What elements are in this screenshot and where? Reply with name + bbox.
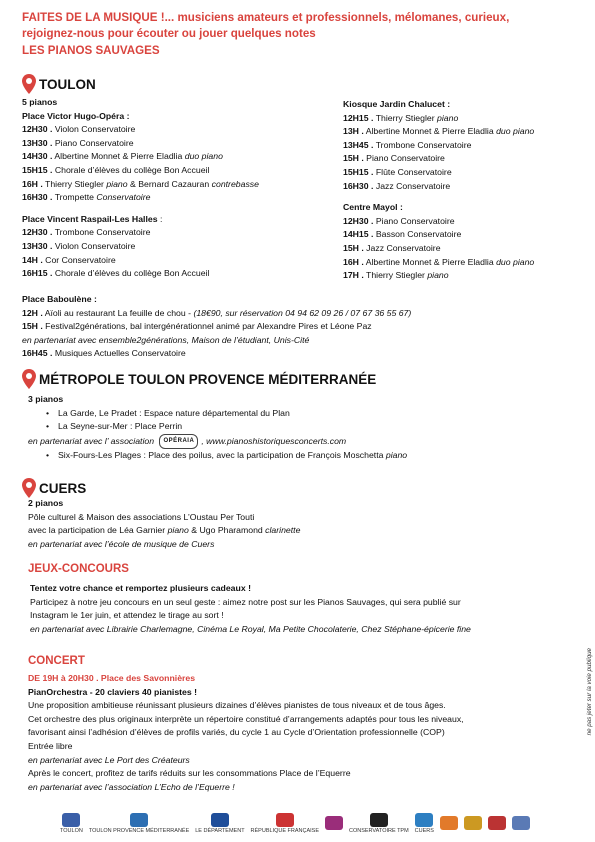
schedule-desc: Jazz Conservatoire <box>363 242 441 253</box>
schedule-row <box>343 228 583 242</box>
logo-mark-icon <box>325 816 343 830</box>
logo-mark-icon <box>370 813 388 827</box>
cuers-title: CUERS <box>39 480 87 496</box>
schedule-detail: duo piano <box>496 126 535 137</box>
cuers-count: 2 pianos <box>28 498 64 508</box>
schedule-desc: Trombone Conservatoire <box>373 139 472 150</box>
schedule-row <box>343 139 583 153</box>
partner-logo <box>251 813 319 834</box>
schedule-time: 16H30 . <box>22 192 53 203</box>
schedule-row <box>22 123 332 137</box>
schedule-detail: duo piano <box>496 256 535 267</box>
schedule-desc: Piano Conservatoire <box>373 215 455 226</box>
jeux-block <box>30 582 585 636</box>
schedule-time: 15H . <box>343 153 364 164</box>
schedule-time: 13H . <box>343 126 364 137</box>
baboulene-line-2 <box>22 320 582 334</box>
schedule-row <box>343 152 583 166</box>
schedule-time: 14H . <box>22 254 43 265</box>
schedule-row <box>22 164 332 178</box>
schedule-time: 12H15 . <box>343 112 374 123</box>
partner-logos <box>60 808 530 838</box>
baboulene-line-4 <box>22 347 582 361</box>
header-line-1: FAITES DE LA MUSIQUE !... musiciens amateurs et professionnels, mélomanes, curieux, <box>22 11 510 24</box>
partner-logo <box>60 813 83 834</box>
schedule-desc: Thierry Stiegler <box>373 112 438 123</box>
schedule-desc: Piano Conservatoire <box>363 153 445 164</box>
schedule-time: 13H30 . <box>22 240 53 251</box>
toulon-title: TOULON <box>39 76 96 92</box>
partner-text: en partenariat avec l’ association <box>28 435 157 446</box>
instrument: piano <box>167 525 189 536</box>
operaia-logo: OPÉRAIA <box>159 434 198 450</box>
hugo-list <box>22 123 332 205</box>
metropole-title: MÉTROPOLE TOULON PROVENCE MÉDITERRANÉE <box>39 371 377 387</box>
logo-mark-icon <box>211 813 229 827</box>
desc: Festival2générations, bal intergénérationnel animé par Alexandre Pires et Léone Paz <box>42 321 372 332</box>
schedule-row <box>22 226 332 240</box>
header-line-2: rejoignez-nous pour écouter ou jouer quelques notes <box>22 27 316 40</box>
schedule-time: 13H45 . <box>343 139 374 150</box>
schedule-row <box>22 178 332 192</box>
concert-partner-1: en partenariat avec Le Port des Créateurs <box>28 754 190 765</box>
concert-line-2: Une proposition ambitieuse réunissant plusieurs dizaines d’élèves pianistes de tous niveaux et de tous âges. <box>28 700 446 711</box>
schedule-desc: Thierry Stiegler <box>363 270 428 281</box>
logo-label: TOULON <box>60 827 83 834</box>
bullet-instrument: piano <box>385 450 408 461</box>
map-pin-icon <box>22 478 36 498</box>
concert-title: CONCERT <box>28 655 85 667</box>
logo-label: RÉPUBLIQUE FRANÇAISE <box>250 827 320 834</box>
schedule-row <box>343 256 583 270</box>
side-note: ne pas jeter sur la voie publique <box>586 648 593 736</box>
header-line-3: LES PIANOS SAUVAGES <box>22 44 160 57</box>
text: & Ugo Pharamond <box>188 525 266 536</box>
baboulene-block <box>22 293 582 361</box>
schedule-time: 12H30 . <box>22 124 53 135</box>
partner-logo <box>488 816 506 831</box>
chalucet-list <box>343 112 583 194</box>
desc: Musiques Actuelles Conservatoire <box>52 348 186 359</box>
logo-mark-icon <box>415 813 433 827</box>
reservation-info: (18€90, sur réservation 04 94 62 09 26 / 07 67 36 55 67) <box>193 307 412 318</box>
schedule-time: 12H30 . <box>343 215 374 226</box>
schedule-row <box>343 242 583 256</box>
schedule-row <box>343 112 583 126</box>
concert-line-4: favorisant ainsi l’adhésion d’élèves de profils variés, du cycle 1 au Cycle d’Orientation professionnelle (COP) <box>28 727 445 738</box>
time: 15H . <box>22 321 43 332</box>
logo-mark-icon <box>440 816 458 830</box>
schedule-time: 16H30 . <box>343 180 374 191</box>
logo-mark-icon <box>464 816 482 830</box>
toulon-left-column <box>22 96 332 281</box>
schedule-desc: Violon Conservatoire <box>52 240 136 251</box>
schedule-desc: Basson Conservatoire <box>373 229 462 240</box>
partner-logo <box>440 816 458 831</box>
jeux-line-2: Participez à notre jeu concours en un seul geste : aimez notre post sur les Pianos Sauvages, qui sera publié sur <box>30 596 461 607</box>
schedule-desc: Piano Conservatoire <box>52 137 134 148</box>
schedule-time: 16H . <box>343 256 364 267</box>
jeux-partner: en partenariat avec Librairie Charlemagne, Cinéma Le Royal, Ma Petite Chocolaterie, Chez Stéphane-épicerie fine <box>30 623 471 634</box>
schedule-time: 14H30 . <box>22 151 53 162</box>
schedule-row <box>343 215 583 229</box>
schedule-detail: piano <box>427 270 449 281</box>
partner-logo <box>349 813 409 834</box>
jeux-line-3: Instagram le 1er juin, et attendez le tirage au sort ! <box>30 610 224 621</box>
logo-mark-icon <box>512 816 530 830</box>
schedule-detail: piano <box>437 112 459 123</box>
schedule-detail: piano <box>106 178 128 189</box>
logo-mark-icon <box>130 813 148 827</box>
schedule-row <box>22 191 332 205</box>
metropole-block <box>28 393 583 463</box>
place-raspail-suffix: : <box>157 213 163 224</box>
map-pin-icon <box>22 369 36 389</box>
schedule-row <box>22 267 332 281</box>
schedule-time: 15H15 . <box>343 166 374 177</box>
schedule-detail: Conservatoire <box>96 192 151 203</box>
schedule-desc: Albertine Monnet & Pierre Eladlia <box>363 126 497 137</box>
section-toulon-title <box>22 74 96 94</box>
desc: Aïoli au restaurant La feuille de chou - <box>42 307 194 318</box>
place-raspail-row <box>22 213 332 227</box>
schedule-row <box>22 137 332 151</box>
metropole-bullet-2: • La Seyne-sur-Mer : Place Perrin <box>42 420 583 434</box>
text: avec la participation de Léa Garnier <box>28 525 168 536</box>
schedule-time: 16H . <box>22 178 43 189</box>
toulon-count: 5 pianos <box>22 97 58 107</box>
concert-partner-2: en partenariat avec l’association L’Echo de l’Equerre ! <box>28 781 235 792</box>
partner-logo <box>195 813 244 834</box>
schedule-desc: Chorale d’élèves du collège Bon Accueil <box>52 164 210 175</box>
section-cuers-title <box>22 478 86 498</box>
place-raspail: Place Vincent Raspail-Les Halles <box>22 213 158 224</box>
schedule-desc: & Bernard Cazauran <box>127 178 212 189</box>
bullet-text: Six-Fours-Les Plages : Place des poilus, avec la participation de François Moschetta <box>58 450 386 461</box>
instrument: clarinette <box>265 525 301 536</box>
jeux-title: JEUX-CONCOURS <box>28 563 129 575</box>
metropole-bullet-3 <box>42 449 583 463</box>
metropole-bullet-1: • La Garde, Le Pradet : Espace nature départemental du Plan <box>42 407 583 421</box>
schedule-time: 14H15 . <box>343 229 374 240</box>
time: 16H45 . <box>22 348 53 359</box>
logo-label: LE DÉPARTEMENT <box>195 827 245 834</box>
toulon-right-column <box>343 98 583 283</box>
schedule-row <box>22 254 332 268</box>
schedule-detail: contrebasse <box>211 178 259 189</box>
metropole-partner <box>28 434 583 450</box>
place-hugo: Place Victor Hugo-Opéra : <box>22 110 130 121</box>
schedule-row <box>343 269 583 283</box>
time: 12H . <box>22 307 43 318</box>
schedule-detail: duo piano <box>184 151 223 162</box>
cuers-partner: en partenariat avec l’école de musique de Cuers <box>28 538 215 549</box>
schedule-desc: Jazz Conservatoire <box>373 180 451 191</box>
schedule-desc: Violon Conservatoire <box>52 124 136 135</box>
place-chalucet: Kiosque Jardin Chalucet : <box>343 99 451 109</box>
concert-block <box>28 672 583 794</box>
schedule-row <box>343 166 583 180</box>
partner-logo <box>512 816 530 831</box>
raspail-list <box>22 226 332 280</box>
cuers-line-1: Pôle culturel & Maison des associations L’Oustau Per Touti <box>28 511 255 522</box>
concert-time: DE 19H à 20H30 . Place des Savonnières <box>28 673 196 683</box>
schedule-desc: Cor Conservatoire <box>42 254 116 265</box>
schedule-desc: Chorale d’élèves du collège Bon Accueil <box>52 268 210 279</box>
schedule-desc: Trombone Conservatoire <box>52 227 151 238</box>
logo-mark-icon <box>488 816 506 830</box>
logo-mark-icon <box>276 813 294 827</box>
baboulene-partner: en partenariat avec ensemble2générations, Maison de l’étudiant, Unis-Cité <box>22 334 310 345</box>
schedule-time: 16H15 . <box>22 268 53 279</box>
concert-line-1: PianOrchestra - 20 claviers 40 pianistes ! <box>28 686 198 697</box>
map-pin-icon <box>22 74 36 94</box>
cuers-line-2 <box>28 524 583 538</box>
metropole-count: 3 pianos <box>28 394 64 404</box>
jeux-line-1: Tentez votre chance et remportez plusieurs cadeaux ! <box>30 583 251 593</box>
schedule-row <box>22 240 332 254</box>
schedule-desc: Albertine Monnet & Pierre Eladlia <box>363 256 497 267</box>
mayol-list <box>343 215 583 283</box>
baboulene-line-1 <box>22 307 582 321</box>
schedule-desc: Flûte Conservatoire <box>373 166 452 177</box>
schedule-desc: Trompette <box>52 192 97 203</box>
section-metropole-title <box>22 369 376 389</box>
concert-line-5: Entrée libre <box>28 740 73 751</box>
place-mayol: Centre Mayol : <box>343 202 403 213</box>
partner-website: , www.pianoshistoriquesconcerts.com <box>201 435 347 446</box>
partner-logo <box>415 813 434 834</box>
logo-label: CUERS <box>414 827 434 834</box>
concert-line-7: Après le concert, profitez de tarifs réduits sur les consommations Place de l’Equerre <box>28 768 351 779</box>
logo-label: TOULON PROVENCE MÉDITERRANÉE <box>88 827 190 834</box>
concert-line-3: Cet orchestre des plus originaux interprète un répertoire constitué d’arrangements adaptés pour tous les niveaux, <box>28 713 464 724</box>
schedule-desc: Thierry Stiegler <box>42 178 107 189</box>
place-baboulene: Place Baboulène : <box>22 294 97 304</box>
schedule-desc: Albertine Monnet & Pierre Eladlia <box>52 151 185 162</box>
schedule-time: 15H . <box>343 242 364 253</box>
schedule-row <box>22 150 332 164</box>
cuers-block <box>28 497 583 551</box>
partner-logo <box>89 813 189 834</box>
page-header <box>22 10 582 59</box>
schedule-time: 17H . <box>343 270 364 281</box>
schedule-row <box>343 125 583 139</box>
schedule-time: 15H15 . <box>22 164 53 175</box>
logo-mark-icon <box>62 813 80 827</box>
schedule-time: 13H30 . <box>22 137 53 148</box>
partner-logo <box>464 816 482 831</box>
schedule-time: 12H30 . <box>22 227 53 238</box>
partner-logo <box>325 816 343 831</box>
logo-label: CONSERVATOIRE TPM <box>348 827 409 834</box>
schedule-row <box>343 180 583 194</box>
